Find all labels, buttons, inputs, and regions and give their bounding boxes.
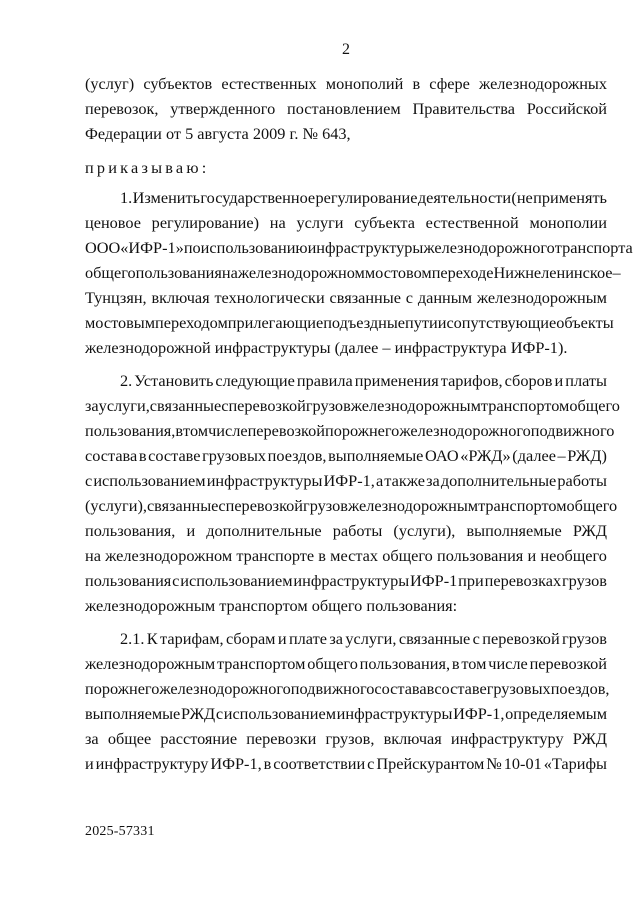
word: переходе [431, 263, 494, 282]
word: сборов [504, 371, 553, 390]
word: необщего [540, 546, 607, 565]
word: перевозки [246, 729, 317, 748]
text-line-3: Федерации от 5 августа 2009 г. № 643, [85, 124, 351, 143]
word: услуги, [345, 629, 397, 648]
word: общего [569, 396, 620, 415]
word: ценовое [85, 213, 141, 232]
word: выполняемые [328, 446, 424, 465]
word: состава [85, 446, 138, 465]
word: утвержденного [170, 99, 276, 118]
word: 10-01 [503, 754, 542, 773]
paragraph-2-line-5 [85, 471, 607, 491]
word: Изменить [132, 188, 201, 207]
word: составе [148, 446, 201, 465]
word: числе [488, 654, 528, 673]
word: – [612, 263, 621, 282]
word: и [527, 546, 537, 565]
word: железнодорожным [347, 496, 479, 515]
word: подвижного [290, 679, 375, 698]
word: и [186, 521, 196, 540]
word: за [329, 629, 343, 648]
word: мостовом [364, 263, 432, 282]
word: пользования [135, 263, 222, 282]
word: транспортом [216, 654, 306, 673]
word: Тунцзян, [85, 288, 147, 307]
word: и [277, 629, 287, 648]
text-line-1 [85, 74, 607, 94]
word: в [451, 654, 460, 673]
word: (услуги), [393, 521, 456, 540]
word: за [85, 729, 99, 748]
word: монополий [325, 74, 404, 93]
word: том [461, 654, 487, 673]
word: выполняемые [466, 521, 562, 540]
paragraph-3-line-3 [85, 679, 610, 699]
paragraph-3-line-6 [85, 754, 607, 774]
paragraph-3-line-1 [120, 629, 607, 649]
word: пользования, [85, 421, 176, 440]
word: выполняемые [85, 704, 181, 723]
paragraph-3-line-5 [85, 729, 607, 749]
word: пользования [437, 546, 524, 565]
word: и [554, 371, 564, 390]
word: К [146, 629, 158, 648]
paragraph-2-line-6 [85, 496, 618, 516]
word: транспортом [478, 496, 567, 515]
word: за [85, 396, 99, 415]
word: железнодорожном [237, 263, 365, 282]
word: технологически [214, 288, 325, 307]
word: инфраструктуру [95, 754, 209, 773]
word: транспорта [554, 238, 633, 257]
word: железнодорожных [479, 74, 607, 93]
word: естественных [221, 74, 317, 93]
word: тарифов, [440, 371, 503, 390]
word: с [405, 288, 413, 307]
word: и [85, 754, 94, 773]
word: составе [434, 679, 487, 698]
word: железнодорожном [105, 546, 233, 565]
word: с [85, 471, 93, 490]
word: пользования, [359, 654, 451, 673]
word: услуги [296, 213, 344, 232]
word: местах [330, 546, 379, 565]
word: в [318, 546, 326, 565]
paragraph-1-line-4 [85, 263, 621, 283]
word: числе [208, 421, 248, 440]
word: деятельности [417, 188, 512, 207]
word: поездов, [267, 446, 327, 465]
paragraph-2-line-4 [85, 446, 607, 466]
word: использованию [200, 238, 308, 257]
word: данным [417, 288, 473, 307]
word: перевозкой [225, 496, 304, 515]
word: в [426, 679, 435, 698]
word: железнодорожного [423, 238, 555, 257]
word: с [172, 571, 180, 590]
word: также [384, 471, 425, 490]
word: тарифам, [160, 629, 224, 648]
word: с [218, 496, 226, 515]
word: грузов, [325, 729, 375, 748]
word: грузов [305, 396, 351, 415]
word: платы [565, 371, 607, 390]
word: порожнего [85, 679, 160, 698]
word: грузов [303, 496, 348, 515]
word: Российской [526, 99, 607, 118]
word: работы [332, 521, 383, 540]
word: грузов [562, 629, 607, 648]
text-line-2 [85, 99, 607, 119]
word: ИФР-1, [323, 471, 375, 490]
word: расстояние [160, 729, 238, 748]
word: том [183, 421, 209, 440]
word: сопутствующие [446, 313, 557, 332]
paragraph-1-line-6 [85, 313, 614, 333]
word: транспортом [480, 396, 570, 415]
word: с [367, 754, 375, 773]
paragraph-3-line-4 [85, 704, 607, 724]
word: государственное [200, 188, 316, 207]
word: сфере [429, 74, 470, 93]
word: РЖД [572, 729, 607, 748]
word: железнодорожного [159, 679, 291, 698]
word: грузовых [202, 446, 267, 465]
paragraph-2-line-8 [85, 546, 607, 566]
word: общее [107, 729, 152, 748]
paragraph-3-line-2 [85, 654, 607, 674]
word: и [437, 313, 447, 332]
paragraph-2-line-10: железнодорожным транспортом общего пользования: [85, 596, 458, 615]
word: – [557, 446, 566, 465]
paragraph-2-line-7 [85, 521, 607, 541]
page-number: 2 [342, 41, 350, 58]
word: Нижнеленинское [493, 263, 613, 282]
word: связанные [146, 496, 219, 515]
word: перевозкой [529, 654, 607, 673]
word: объекты [556, 313, 614, 332]
word: перевозок, [85, 99, 159, 118]
word: РЖД) [567, 446, 607, 465]
word: плате [288, 629, 327, 648]
paragraph-1-line-5 [85, 288, 607, 308]
word: инфраструктуры [293, 571, 410, 590]
paragraph-2-line-2 [85, 396, 620, 416]
word: Установить [134, 371, 214, 390]
word: следующие [215, 371, 295, 390]
word: за [426, 471, 440, 490]
word: работы [557, 471, 607, 490]
word: связанные [329, 288, 401, 307]
word: в [412, 74, 421, 93]
word: «ИФР-1» [120, 238, 184, 257]
word: определяемым [505, 704, 607, 723]
word: РЖД [572, 521, 607, 540]
word: транспорте [236, 546, 315, 565]
word: общего [85, 263, 136, 282]
word: применять [533, 188, 607, 207]
word: в [175, 421, 184, 440]
word: пользования [85, 571, 172, 590]
word: «Тарифы [543, 754, 607, 773]
word: субъектов [143, 74, 213, 93]
word: ООО [85, 238, 121, 257]
word: прилегающие [227, 313, 324, 332]
word: ОАО [424, 446, 459, 465]
word: «РЖД» [460, 446, 511, 465]
paragraph-1-line-7: железнодорожной инфраструктуры (далее – инфраструктура ИФР-1). [85, 338, 568, 357]
paragraph-1-line-2 [85, 213, 607, 233]
word: по [183, 238, 201, 257]
word: подвижного [530, 421, 615, 440]
word: (услуги), [85, 496, 147, 515]
word: Прейскурантом [376, 754, 485, 773]
word: в [263, 754, 272, 773]
word: РЖД [180, 704, 216, 723]
word: перевозкой [247, 421, 325, 440]
word: состава [374, 679, 427, 698]
word: Правительства [412, 99, 515, 118]
word: общего [566, 496, 618, 515]
word: подъездные [323, 313, 406, 332]
word: монополии [529, 213, 607, 232]
word: на [85, 546, 101, 565]
paragraph-1-line-3 [85, 238, 633, 258]
word: 2.1. [120, 629, 145, 648]
word: 2. [120, 371, 133, 390]
word: естественной [425, 213, 519, 232]
word: грузовых [486, 679, 551, 698]
word: мостовым [85, 313, 156, 332]
word: инфраструктуры [307, 238, 424, 257]
word: с [221, 396, 229, 415]
word: переходом [155, 313, 228, 332]
word: сборам [225, 629, 276, 648]
word: грузов [562, 571, 607, 590]
word: инфраструктуру [450, 729, 564, 748]
paragraph-2-line-1 [120, 371, 607, 391]
word: пути [405, 313, 438, 332]
word: (услуг) [85, 74, 135, 93]
word: соответствии [273, 754, 366, 773]
word: перевозкой [482, 629, 560, 648]
word: ИФР-1, [210, 754, 262, 773]
word: регулирование [315, 188, 418, 207]
word: порожнего [324, 421, 400, 440]
word: дополнительные [440, 471, 557, 490]
document-code: 2025-57331 [85, 824, 155, 839]
word: использованием [180, 571, 293, 590]
word: в [138, 446, 147, 465]
paragraph-2-line-9 [85, 571, 607, 591]
word: на [221, 263, 238, 282]
word: регулирование) [151, 213, 260, 232]
word: ИФР-1 [410, 571, 458, 590]
paragraph-2-line-3 [85, 421, 615, 441]
word: связанные [398, 629, 471, 648]
word: связанные [149, 396, 222, 415]
word: № [486, 754, 502, 773]
word: использованием [93, 471, 206, 490]
word: постановлением [287, 99, 401, 118]
word: (далее [512, 446, 556, 465]
word: с [215, 704, 224, 723]
word: использованием [223, 704, 336, 723]
word: железнодорожным [85, 654, 216, 673]
word: инфраструктуры [206, 471, 323, 490]
word: общего [382, 546, 433, 565]
word: включая [383, 729, 442, 748]
word: применения [354, 371, 439, 390]
order-word: приказываю: [85, 158, 210, 177]
word: инфраструктуры [336, 704, 453, 723]
word: субъекта [354, 213, 415, 232]
word: правила [296, 371, 353, 390]
word: ИФР-1, [453, 704, 505, 723]
word: при [458, 571, 484, 590]
word: перевозкой [228, 396, 306, 415]
word: пользования, [85, 521, 176, 540]
word: поездов, [550, 679, 610, 698]
word: железнодорожным [350, 396, 481, 415]
word: с [472, 629, 480, 648]
word: услуги, [98, 396, 150, 415]
word: на [269, 213, 286, 232]
word: общего [307, 654, 358, 673]
paragraph-1-line-1 [120, 188, 607, 208]
word: железнодорожным [476, 288, 607, 307]
word: (не [511, 188, 533, 207]
word: перевозках [484, 571, 562, 590]
word: железнодорожного [399, 421, 531, 440]
word: 1. [120, 188, 133, 207]
word: а [375, 471, 384, 490]
word: дополнительные [206, 521, 322, 540]
word: включая [151, 288, 210, 307]
